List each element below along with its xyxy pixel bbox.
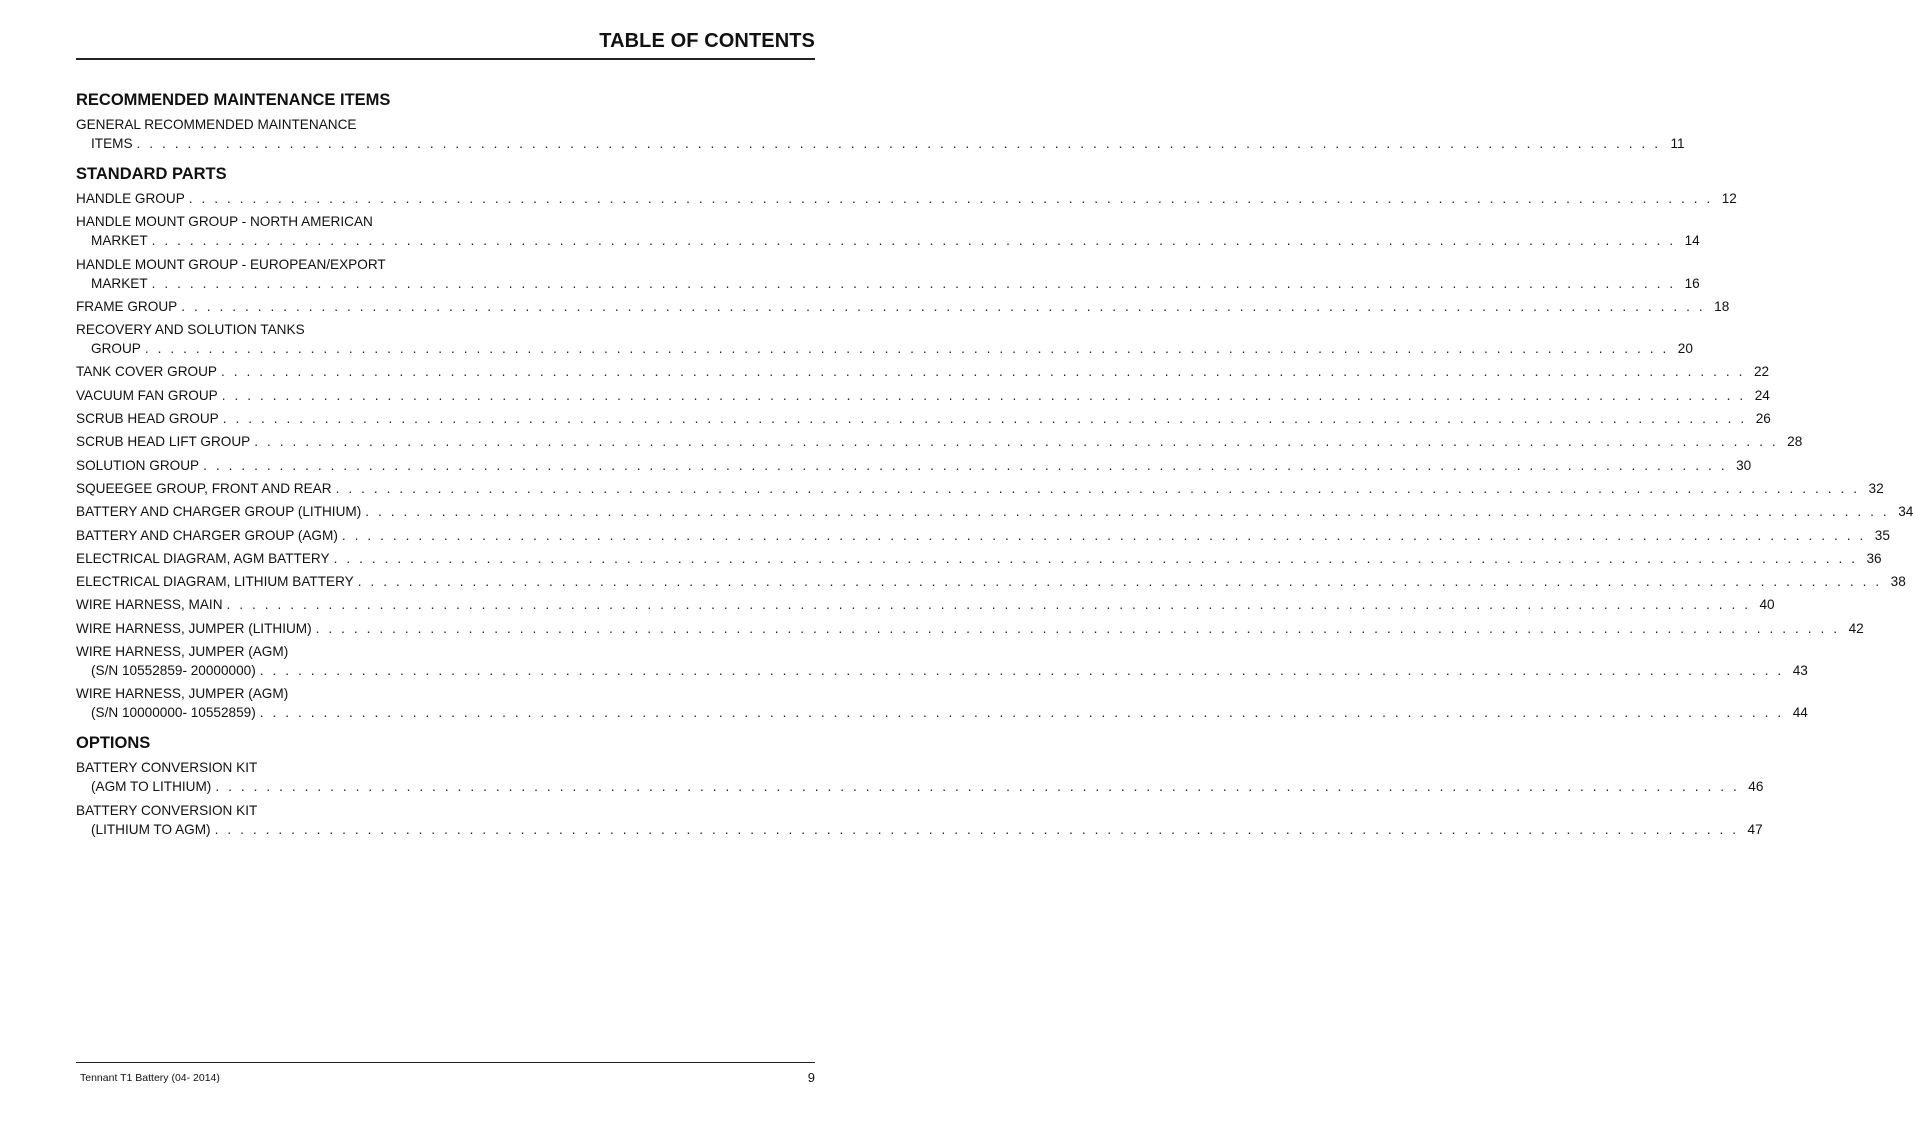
dot-leader: . . . . . . . . . . . . . . . . . . . . . . . . . . . . . . . . . . . . . . . . . . . . . . . . . . . . . . . . . . . . . . . . . . . . . . . . . . . . . . . . . . . . . . . . . . . . . . . . . . . . . . . . . . . . . . . . . . . . . . . . xyxy=(215,779,1740,795)
toc-entry-title: GROUP xyxy=(91,341,141,357)
toc-entry-title: MARKET xyxy=(91,275,148,291)
section-title: RECOMMENDED MAINTENANCE ITEMS xyxy=(76,91,391,109)
toc-entry-title: BATTERY AND CHARGER GROUP (AGM) xyxy=(76,527,338,543)
toc-entry-page-number: 14 xyxy=(1684,233,1700,249)
toc-entry-page-number: 34 xyxy=(1898,504,1913,520)
toc-entry-row xyxy=(76,339,1693,358)
toc-entry-row xyxy=(76,274,1700,293)
dot-leader: . . . . . . . . . . . . . . . . . . . . . . . . . . . . . . . . . . . . . . . . . . . . . . . . . . . . . . . . . . . . . . . . . . . . . . . . . . . . . . . . . . . . . . . . . . . . . . . . . . . . . . . . . . . . . . . . . . . . . . . . xyxy=(151,233,1676,249)
dot-leader: . . . . . . . . . . . . . . . . . . . . . . . . . . . . . . . . . . . . . . . . . . . . . . . . . . . . . . . . . . . . . . . . . . . . . . . . . . . . . . . . . . . . . . . . . . . . . . . . . . . . . . . . . . . . . . . . . . . . . . . . xyxy=(357,574,1882,590)
footer-page-number: 9 xyxy=(807,1070,815,1085)
toc-entry[interactable] xyxy=(76,115,1685,153)
toc-entry-title: SOLUTION GROUP xyxy=(76,457,200,473)
toc-entry-title: BATTERY AND CHARGER GROUP (LITHIUM) xyxy=(76,504,362,520)
toc-section xyxy=(76,733,1764,838)
toc-entry[interactable] xyxy=(76,549,1882,568)
toc-entry[interactable] xyxy=(76,432,1803,451)
toc-entry-row xyxy=(76,703,1808,722)
toc-entry[interactable] xyxy=(76,409,1771,428)
toc-entry-page-number: 30 xyxy=(1736,457,1752,473)
toc-entry-row xyxy=(76,595,1775,614)
dot-leader: . . . . . . . . . . . . . . . . . . . . . . . . . . . . . . . . . . . . . . . . . . . . . . . . . . . . . . . . . . . . . . . . . . . . . . . . . . . . . . . . . . . . . . . . . . . . . . . . . . . . . . . . . . . . . . . . . . . . . . . . xyxy=(226,597,1751,613)
toc-entry-row xyxy=(76,432,1803,451)
toc-entry-title: SCRUB HEAD LIFT GROUP xyxy=(76,434,251,450)
dot-leader: . . . . . . . . . . . . . . . . . . . . . . . . . . . . . . . . . . . . . . . . . . . . . . . . . . . . . . . . . . . . . . . . . . . . . . . . . . . . . . . . . . . . . . . . . . . . . . . . . . . . . . . . . . . . . . . . . . . . . . . . xyxy=(365,504,1890,520)
toc-entry-title-line: HANDLE MOUNT GROUP - NORTH AMERICAN xyxy=(76,214,373,230)
toc-entry-title-line: HANDLE MOUNT GROUP - EUROPEAN/EXPORT xyxy=(76,256,386,272)
toc-entry[interactable] xyxy=(76,189,1737,208)
dot-leader: . . . . . . . . . . . . . . . . . . . . . . . . . . . . . . . . . . . . . . . . . . . . . . . . . . . . . . . . . . . . . . . . . . . . . . . . . . . . . . . . . . . . . . . . . . . . . . . . . . . . . . . . . . . . . . . . . . . . . . . . xyxy=(259,705,1784,721)
toc-entry-title-line: BATTERY CONVERSION KIT xyxy=(76,802,258,818)
toc-entry-title-line: BATTERY CONVERSION KIT xyxy=(76,760,258,776)
dot-leader: . . . . . . . . . . . . . . . . . . . . . . . . . . . . . . . . . . . . . . . . . . . . . . . . . . . . . . . . . . . . . . . . . . . . . . . . . . . . . . . . . . . . . . . . . . . . . . . . . . . . . . . . . . . . . . . . . . . . . . . . xyxy=(222,411,1747,427)
toc-entry-row xyxy=(76,409,1771,428)
dot-leader: . . . . . . . . . . . . . . . . . . . . . . . . . . . . . . . . . . . . . . . . . . . . . . . . . . . . . . . . . . . . . . . . . . . . . . . . . . . . . . . . . . . . . . . . . . . . . . . . . . . . . . . . . . . . . . . . . . . . . . . . xyxy=(144,341,1669,357)
toc-entry-row xyxy=(76,386,1770,405)
toc-entry[interactable] xyxy=(76,456,1752,475)
toc-entry-row xyxy=(76,134,1685,153)
toc-entry[interactable] xyxy=(76,362,1770,381)
toc-entry-page-number: 20 xyxy=(1677,341,1693,357)
toc-entry-page-number: 12 xyxy=(1721,191,1737,206)
toc-entry[interactable] xyxy=(76,212,1700,250)
toc-entry-row xyxy=(76,549,1882,568)
toc-entry[interactable] xyxy=(76,572,1906,591)
toc-entry-row xyxy=(76,661,1808,680)
toc-entry[interactable] xyxy=(76,642,1808,680)
dot-leader: . . . . . . . . . . . . . . . . . . . . . . . . . . . . . . . . . . . . . . . . . . . . . . . . . . . . . . . . . . . . . . . . . . . . . . . . . . . . . . . . . . . . . . . . . . . . . . . . . . . . . . . . . . . . . . . . . . . . . . . . xyxy=(214,821,1739,837)
toc-entry-row xyxy=(76,297,1730,316)
toc-entry-page-number: 44 xyxy=(1792,705,1808,721)
toc-entry-list xyxy=(76,189,1913,722)
dot-leader: . . . . . . . . . . . . . . . . . . . . . . . . . . . . . . . . . . . . . . . . . . . . . . . . . . . . . . . . . . . . . . . . . . . . . . . . . . . . . . . . . . . . . . . . . . . . . . . . . . . . . . . . . . . . . . . . . . . . . . . . xyxy=(203,457,1728,473)
dot-leader: . . . . . . . . . . . . . . . . . . . . . . . . . . . . . . . . . . . . . . . . . . . . . . . . . . . . . . . . . . . . . . . . . . . . . . . . . . . . . . . . . . . . . . . . . . . . . . . . . . . . . . . . . . . . . . . . . . . . . . . . xyxy=(315,620,1840,636)
toc-entry-row xyxy=(76,362,1770,381)
toc-entry[interactable] xyxy=(76,619,1864,638)
toc-entry-title: SCRUB HEAD GROUP xyxy=(76,411,219,427)
dot-leader: . . . . . . . . . . . . . . . . . . . . . . . . . . . . . . . . . . . . . . . . . . . . . . . . . . . . . . . . . . . . . . . . . . . . . . . . . . . . . . . . . . . . . . . . . . . . . . . . . . . . . . . . . . . . . . . . . . . . . . . . xyxy=(221,364,1746,380)
toc-entry-page-number: 40 xyxy=(1759,597,1775,613)
toc-entry[interactable] xyxy=(76,386,1770,405)
dot-leader: . . . . . . . . . . . . . . . . . . . . . . . . . . . . . . . . . . . . . . . . . . . . . . . . . . . . . . . . . . . . . . . . . . . . . . . . . . . . . . . . . . . . . . . . . . . . . . . . . . . . . . . . . . . . . . . . . . . . . . . . xyxy=(188,191,1713,206)
toc-entry[interactable] xyxy=(76,502,1913,521)
toc-entry-title-line: GENERAL RECOMMENDED MAINTENANCE xyxy=(76,117,357,132)
toc-entry-row xyxy=(76,479,1884,498)
toc-entry-page-number: 22 xyxy=(1753,364,1770,380)
toc-entry[interactable] xyxy=(76,801,1763,839)
toc-entry-page-number: 35 xyxy=(1874,527,1890,543)
dot-leader: . . . . . . . . . . . . . . . . . . . . . . . . . . . . . . . . . . . . . . . . . . . . . . . . . . . . . . . . . . . . . . . . . . . . . . . . . . . . . . . . . . . . . . . . . . . . . . . . . . . . . . . . . . . . . . . . . . . . . . . . xyxy=(335,480,1860,496)
table-of-contents xyxy=(76,90,1913,839)
header-divider xyxy=(76,58,815,60)
toc-entry-page-number: 47 xyxy=(1747,821,1763,837)
toc-entry-title: ELECTRICAL DIAGRAM, LITHIUM BATTERY xyxy=(76,574,354,590)
toc-entry-title: MARKET xyxy=(91,233,148,249)
toc-entry-page-number: 11 xyxy=(1670,136,1685,151)
toc-entry-page-number: 32 xyxy=(1868,480,1884,496)
toc-entry-page-number: 36 xyxy=(1866,550,1882,566)
toc-entry[interactable] xyxy=(76,595,1775,614)
toc-entry-page-number: 28 xyxy=(1787,434,1803,450)
toc-entry-row xyxy=(76,231,1700,250)
toc-entry-title: (S/N 10552859- 20000000) xyxy=(91,663,256,679)
dot-leader: . . . . . . . . . . . . . . . . . . . . . . . . . . . . . . . . . . . . . . . . . . . . . . . . . . . . . . . . . . . . . . . . . . . . . . . . . . . . . . . . . . . . . . . . . . . . . . . . . . . . . . . . . . . . . . . . . . . . . . . . xyxy=(136,136,1661,151)
toc-entry-page-number: 43 xyxy=(1792,663,1808,679)
toc-entry-page-number: 24 xyxy=(1754,387,1770,403)
toc-entry-page-number: 16 xyxy=(1684,275,1700,291)
toc-entry[interactable] xyxy=(76,758,1764,796)
toc-entry-row xyxy=(76,526,1890,545)
toc-entry-row xyxy=(76,572,1906,591)
dot-leader: . . . . . . . . . . . . . . . . . . . . . . . . . . . . . . . . . . . . . . . . . . . . . . . . . . . . . . . . . . . . . . . . . . . . . . . . . . . . . . . . . . . . . . . . . . . . . . . . . . . . . . . . . . . . . . . . . . . . . . . . xyxy=(259,663,1784,679)
toc-entry-list xyxy=(76,115,1685,153)
toc-entry-page-number: 46 xyxy=(1748,779,1764,795)
footer-document-title: Tennant T1 Battery (04- 2014) xyxy=(80,1072,220,1084)
toc-entry-title-line: WIRE HARNESS, JUMPER (AGM) xyxy=(76,644,289,660)
toc-entry-title: SQUEEGEE GROUP, FRONT AND REAR xyxy=(76,480,332,496)
toc-entry-page-number: 26 xyxy=(1755,411,1771,427)
dot-leader: . . . . . . . . . . . . . . . . . . . . . . . . . . . . . . . . . . . . . . . . . . . . . . . . . . . . . . . . . . . . . . . . . . . . . . . . . . . . . . . . . . . . . . . . . . . . . . . . . . . . . . . . . . . . . . . . . . . . . . . . xyxy=(341,527,1866,543)
dot-leader: . . . . . . . . . . . . . . . . . . . . . . . . . . . . . . . . . . . . . . . . . . . . . . . . . . . . . . . . . . . . . . . . . . . . . . . . . . . . . . . . . . . . . . . . . . . . . . . . . . . . . . . . . . . . . . . . . . . . . . . . xyxy=(151,275,1676,291)
toc-entry-title: WIRE HARNESS, JUMPER (LITHIUM) xyxy=(76,620,312,636)
page-title: TABLE OF CONTENTS xyxy=(599,30,815,52)
toc-entry-row xyxy=(76,456,1752,475)
toc-entry-row xyxy=(76,777,1764,796)
toc-entry[interactable] xyxy=(76,297,1730,316)
toc-entry-list xyxy=(76,758,1764,838)
toc-entry-row xyxy=(76,619,1864,638)
section-title: OPTIONS xyxy=(76,734,151,753)
toc-section xyxy=(76,90,1685,153)
toc-entry-row xyxy=(76,502,1913,521)
toc-entry[interactable] xyxy=(76,479,1884,498)
toc-entry-row xyxy=(76,189,1737,208)
toc-entry-title: (AGM TO LITHIUM) xyxy=(91,779,212,795)
toc-entry-title-line: WIRE HARNESS, JUMPER (AGM) xyxy=(76,686,289,702)
dot-leader: . . . . . . . . . . . . . . . . . . . . . . . . . . . . . . . . . . . . . . . . . . . . . . . . . . . . . . . . . . . . . . . . . . . . . . . . . . . . . . . . . . . . . . . . . . . . . . . . . . . . . . . . . . . . . . . . . . . . . . . . xyxy=(181,298,1706,314)
toc-entry[interactable] xyxy=(76,255,1700,293)
toc-entry-title: VACUUM FAN GROUP xyxy=(76,387,218,403)
footer-divider xyxy=(76,1062,815,1063)
toc-entry-title-line: RECOVERY AND SOLUTION TANKS xyxy=(76,322,305,338)
dot-leader: . . . . . . . . . . . . . . . . . . . . . . . . . . . . . . . . . . . . . . . . . . . . . . . . . . . . . . . . . . . . . . . . . . . . . . . . . . . . . . . . . . . . . . . . . . . . . . . . . . . . . . . . . . . . . . . . . . . . . . . . xyxy=(254,434,1779,450)
toc-entry-title: WIRE HARNESS, MAIN xyxy=(76,597,223,613)
dot-leader: . . . . . . . . . . . . . . . . . . . . . . . . . . . . . . . . . . . . . . . . . . . . . . . . . . . . . . . . . . . . . . . . . . . . . . . . . . . . . . . . . . . . . . . . . . . . . . . . . . . . . . . . . . . . . . . . . . . . . . . . xyxy=(333,550,1858,566)
toc-entry-page-number: 18 xyxy=(1714,298,1730,314)
toc-section xyxy=(76,164,1913,722)
toc-entry-title: HANDLE GROUP xyxy=(76,191,185,206)
dot-leader: . . . . . . . . . . . . . . . . . . . . . . . . . . . . . . . . . . . . . . . . . . . . . . . . . . . . . . . . . . . . . . . . . . . . . . . . . . . . . . . . . . . . . . . . . . . . . . . . . . . . . . . . . . . . . . . . . . . . . . . . xyxy=(221,387,1746,403)
toc-entry-row xyxy=(76,820,1763,839)
section-title: STANDARD PARTS xyxy=(76,165,227,183)
toc-entry[interactable] xyxy=(76,526,1890,545)
toc-entry[interactable] xyxy=(76,320,1693,358)
toc-entry-page-number: 38 xyxy=(1890,574,1906,590)
toc-entry-title: (LITHIUM TO AGM) xyxy=(91,821,211,837)
toc-entry-title: ELECTRICAL DIAGRAM, AGM BATTERY xyxy=(76,550,330,566)
toc-entry-title: ITEMS xyxy=(91,136,133,151)
toc-entry-title: (S/N 10000000- 10552859) xyxy=(91,705,256,721)
toc-entry-title: FRAME GROUP xyxy=(76,298,178,314)
toc-entry[interactable] xyxy=(76,684,1808,722)
toc-entry-title: TANK COVER GROUP xyxy=(76,364,217,380)
toc-entry-page-number: 42 xyxy=(1848,620,1864,636)
